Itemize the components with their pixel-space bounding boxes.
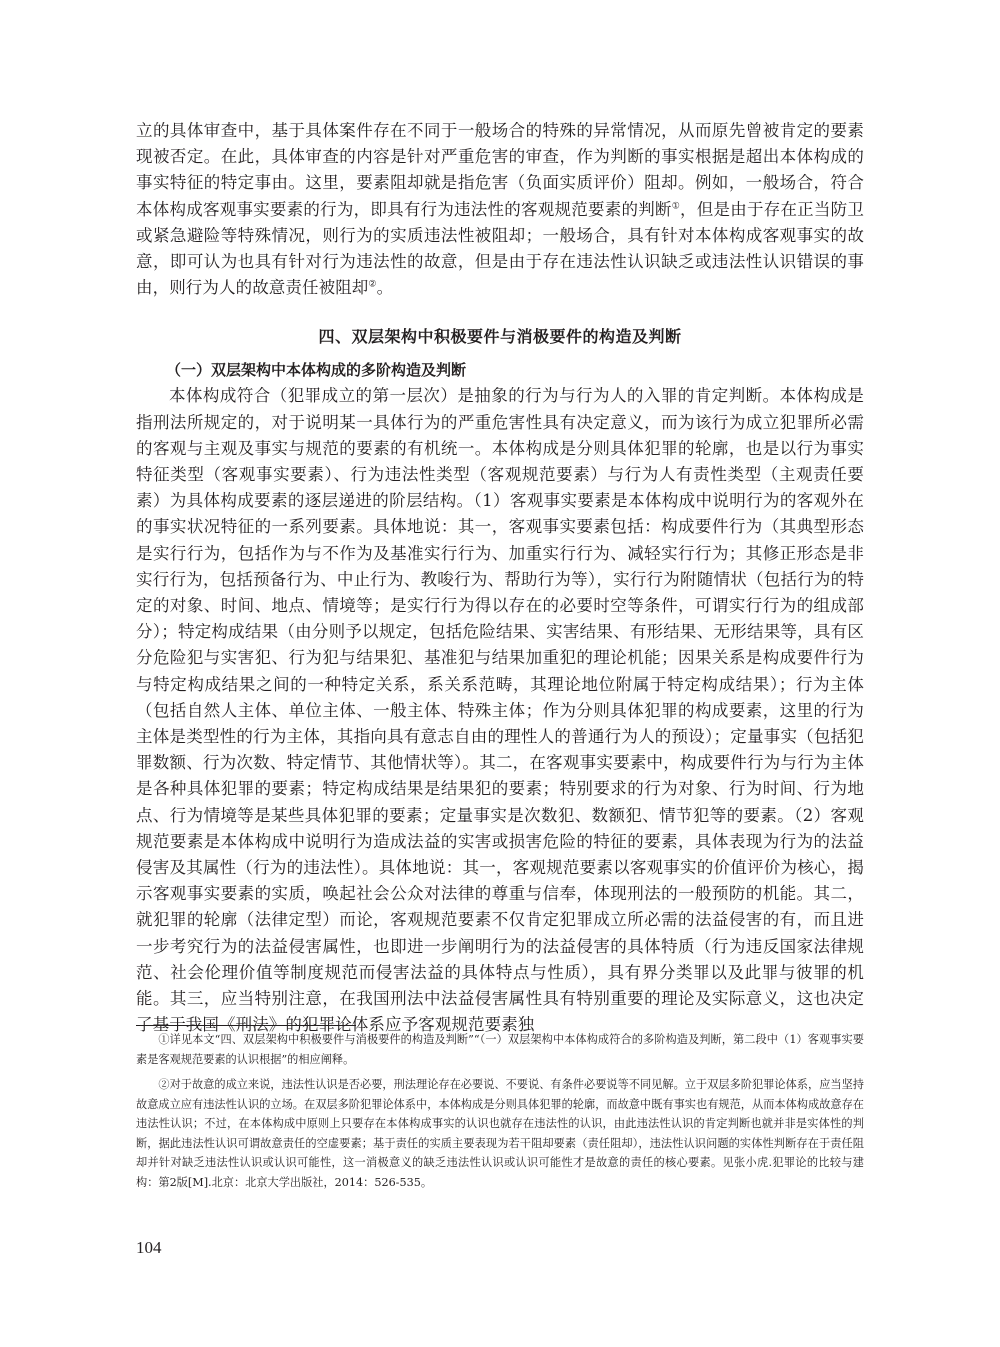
footnote-divider bbox=[136, 1025, 356, 1026]
paragraph-continuation bbox=[136, 118, 864, 301]
footnote-1: ①详见本文“四、双层架构中积极要件与消极要件的构造及判断”“（一）双层架构中本体构成符合的多阶构造及判断，第二段中（1）客观事实要素是客观规范要素的认识根据”的相应阐释。 bbox=[136, 1033, 864, 1066]
section-heading: 四、双层架构中积极要件与消极要件的构造及判断 bbox=[318, 327, 682, 347]
footnote-2: ②对于故意的成立来说，违法性认识是否必要，刑法理论存在必要说、不要说、有条件必要说等不同见解。立于双层多阶犯罪论体系，应当坚持故意成立应有违法性认识的立场。在双层多阶犯罪论体系中，本体构成是分则具体犯罪的轮廓，而故意中既有事实也有规范，从而本体构成故意存在违法性认识；不过，在本体构成中原则上只要存在本体构成事实的认识也就存在违法性的认识，由此违法性认识的肯定判断也就并非是实体性的判断，据此违法性认识可谓故意责任的空虚要素；基于责任的实质主要表现为若干阻却要素（责任阻却），违法性认识问题的实体性判断存在于责任阻却并针对缺乏违法性认识或认识可能性，这一消极意义的缺乏违法性认识或认识可能性才是故意的责任的核心要素。见张小虎.犯罪论的比较与建构：第2版[M].北京：北京大学出版社，2014：526-535。 bbox=[136, 1078, 864, 1189]
paragraph-text: 立的具体审查中，基于具体案件存在不同于一般场合的特殊的异常情况，从而原先曾被肯定的要素现被否定。在此，具体审查的内容是针对严重危害的审查，作为判断的事实根据是超出本体构成的事实特征的特定事由。这里，要素阻却就是指危害（负面实质评价）阻却。例如，一般场合，符合本体构成客观事实要素的行为，即具有行为违法性的客观规范要素的判断 bbox=[136, 121, 864, 219]
footnote-ref-2[interactable]: ② bbox=[368, 279, 377, 290]
paragraph-text: ，但是由于存在正当防卫或紧急避险等特殊情况，则行为的实质违法性被阻却；一般场合，具有针对本体构成客观事实的故意，即可认为也具有针对行为违法性的故意，但是由于存在违法性认识缺乏或违法性认识错误的事由，则行为人的故意责任被阻却 bbox=[136, 199, 864, 298]
footnotes bbox=[136, 1030, 864, 1198]
main-text bbox=[136, 118, 864, 1039]
footnote-ref-1[interactable]: ① bbox=[671, 201, 680, 212]
paragraph-body: 本体构成符合（犯罪成立的第一层次）是抽象的行为与行为人的入罪的肯定判断。本体构成是指刑法所规定的，对于说明某一具体行为的严重危害性具有决定意义，而为该行为成立犯罪所必需的客观与主观及事实与规范的要素的有机统一。本体构成是分则具体犯罪的轮廓，也是以行为事实特征类型（客观事实要素）、行为违法性类型（客观规范要素）与行为人有责性类型（主观责任要素）为具体构成要素的逐层递进的阶层结构。（1）客观事实要素是本体构成中说明行为的客观外在的事实状况特征的一系列要素。具体地说：其一，客观事实要素包括：构成要件行为（其典型形态是实行行为，包括作为与不作为及基准实行行为、加重实行行为、减轻实行行为；其修正形态是非实行行为，包括预备行为、中止行为、教唆行为、帮助行为等），实行行为附随情状（包括行为的特定的对象、时间、地点、情境等；是实行行为得以存在的必要时空等条件，可谓实行行为的组成部分）；特定构成结果（由分则予以规定，包括危险结果、实害结果、有形结果、无形结果等，具有区分危险犯与实害犯、行为犯与结果犯、基准犯与结果加重犯的理论机能；因果关系是构成要件行为与特定构成结果之间的一种特定关系，系关系范畴，其理论地位附属于特定构成结果）；行为主体（包括自然人主体、单位主体、一般主体、特殊主体；作为分则具体犯罪的构成要素，这里的行为主体是类型性的行为主体，其指向具有意志自由的理性人的普通行为人的预设）；定量事实（包括犯罪数额、行为次数、特定情节、其他情状等）。其二，在客观事实要素中，构成要件行为与行为主体是各种具体犯罪的要素；特定构成结果是结果犯的要素；特别要求的行为对象、行为时间、行为地点、行为情境等是某些具体犯罪的要素；定量事实是次数犯、数额犯、情节犯等的要素。（2）客观规范要素是本体构成中说明行为造成法益的实害或损害危险的特征的要素，具体表现为行为的法益侵害及其属性（行为的违法性）。具体地说：其一，客观规范要素以客观事实的价值评价为核心，揭示客观事实要素的实质，唤起社会公众对法律的尊重与信奉，体现刑法的一般预防的机能。其二，就犯罪的轮廓（法律定型）而论，客观规范要素不仅肯定犯罪成立所必需的法益侵害的有，而且进一步考究行为的法益侵害属性，也即进一步阐明行为的法益侵害的具体特质（行为违反国家法律规范、社会伦理价值等制度规范而侵害法益的具体特点与性质），具有界分类罪以及此罪与彼罪的机能。其三，应当特别注意，在我国刑法中法益侵害属性具有特别重要的理论及实际意义，这也决定了基于我国《刑法》的犯罪论体系应予客观规范要素独 bbox=[136, 386, 864, 1035]
page-number: 104 bbox=[136, 1238, 162, 1257]
sub-heading: （一）双层架构中本体构成的多阶构造及判断 bbox=[166, 361, 467, 380]
paragraph-text: 。 bbox=[376, 278, 394, 298]
